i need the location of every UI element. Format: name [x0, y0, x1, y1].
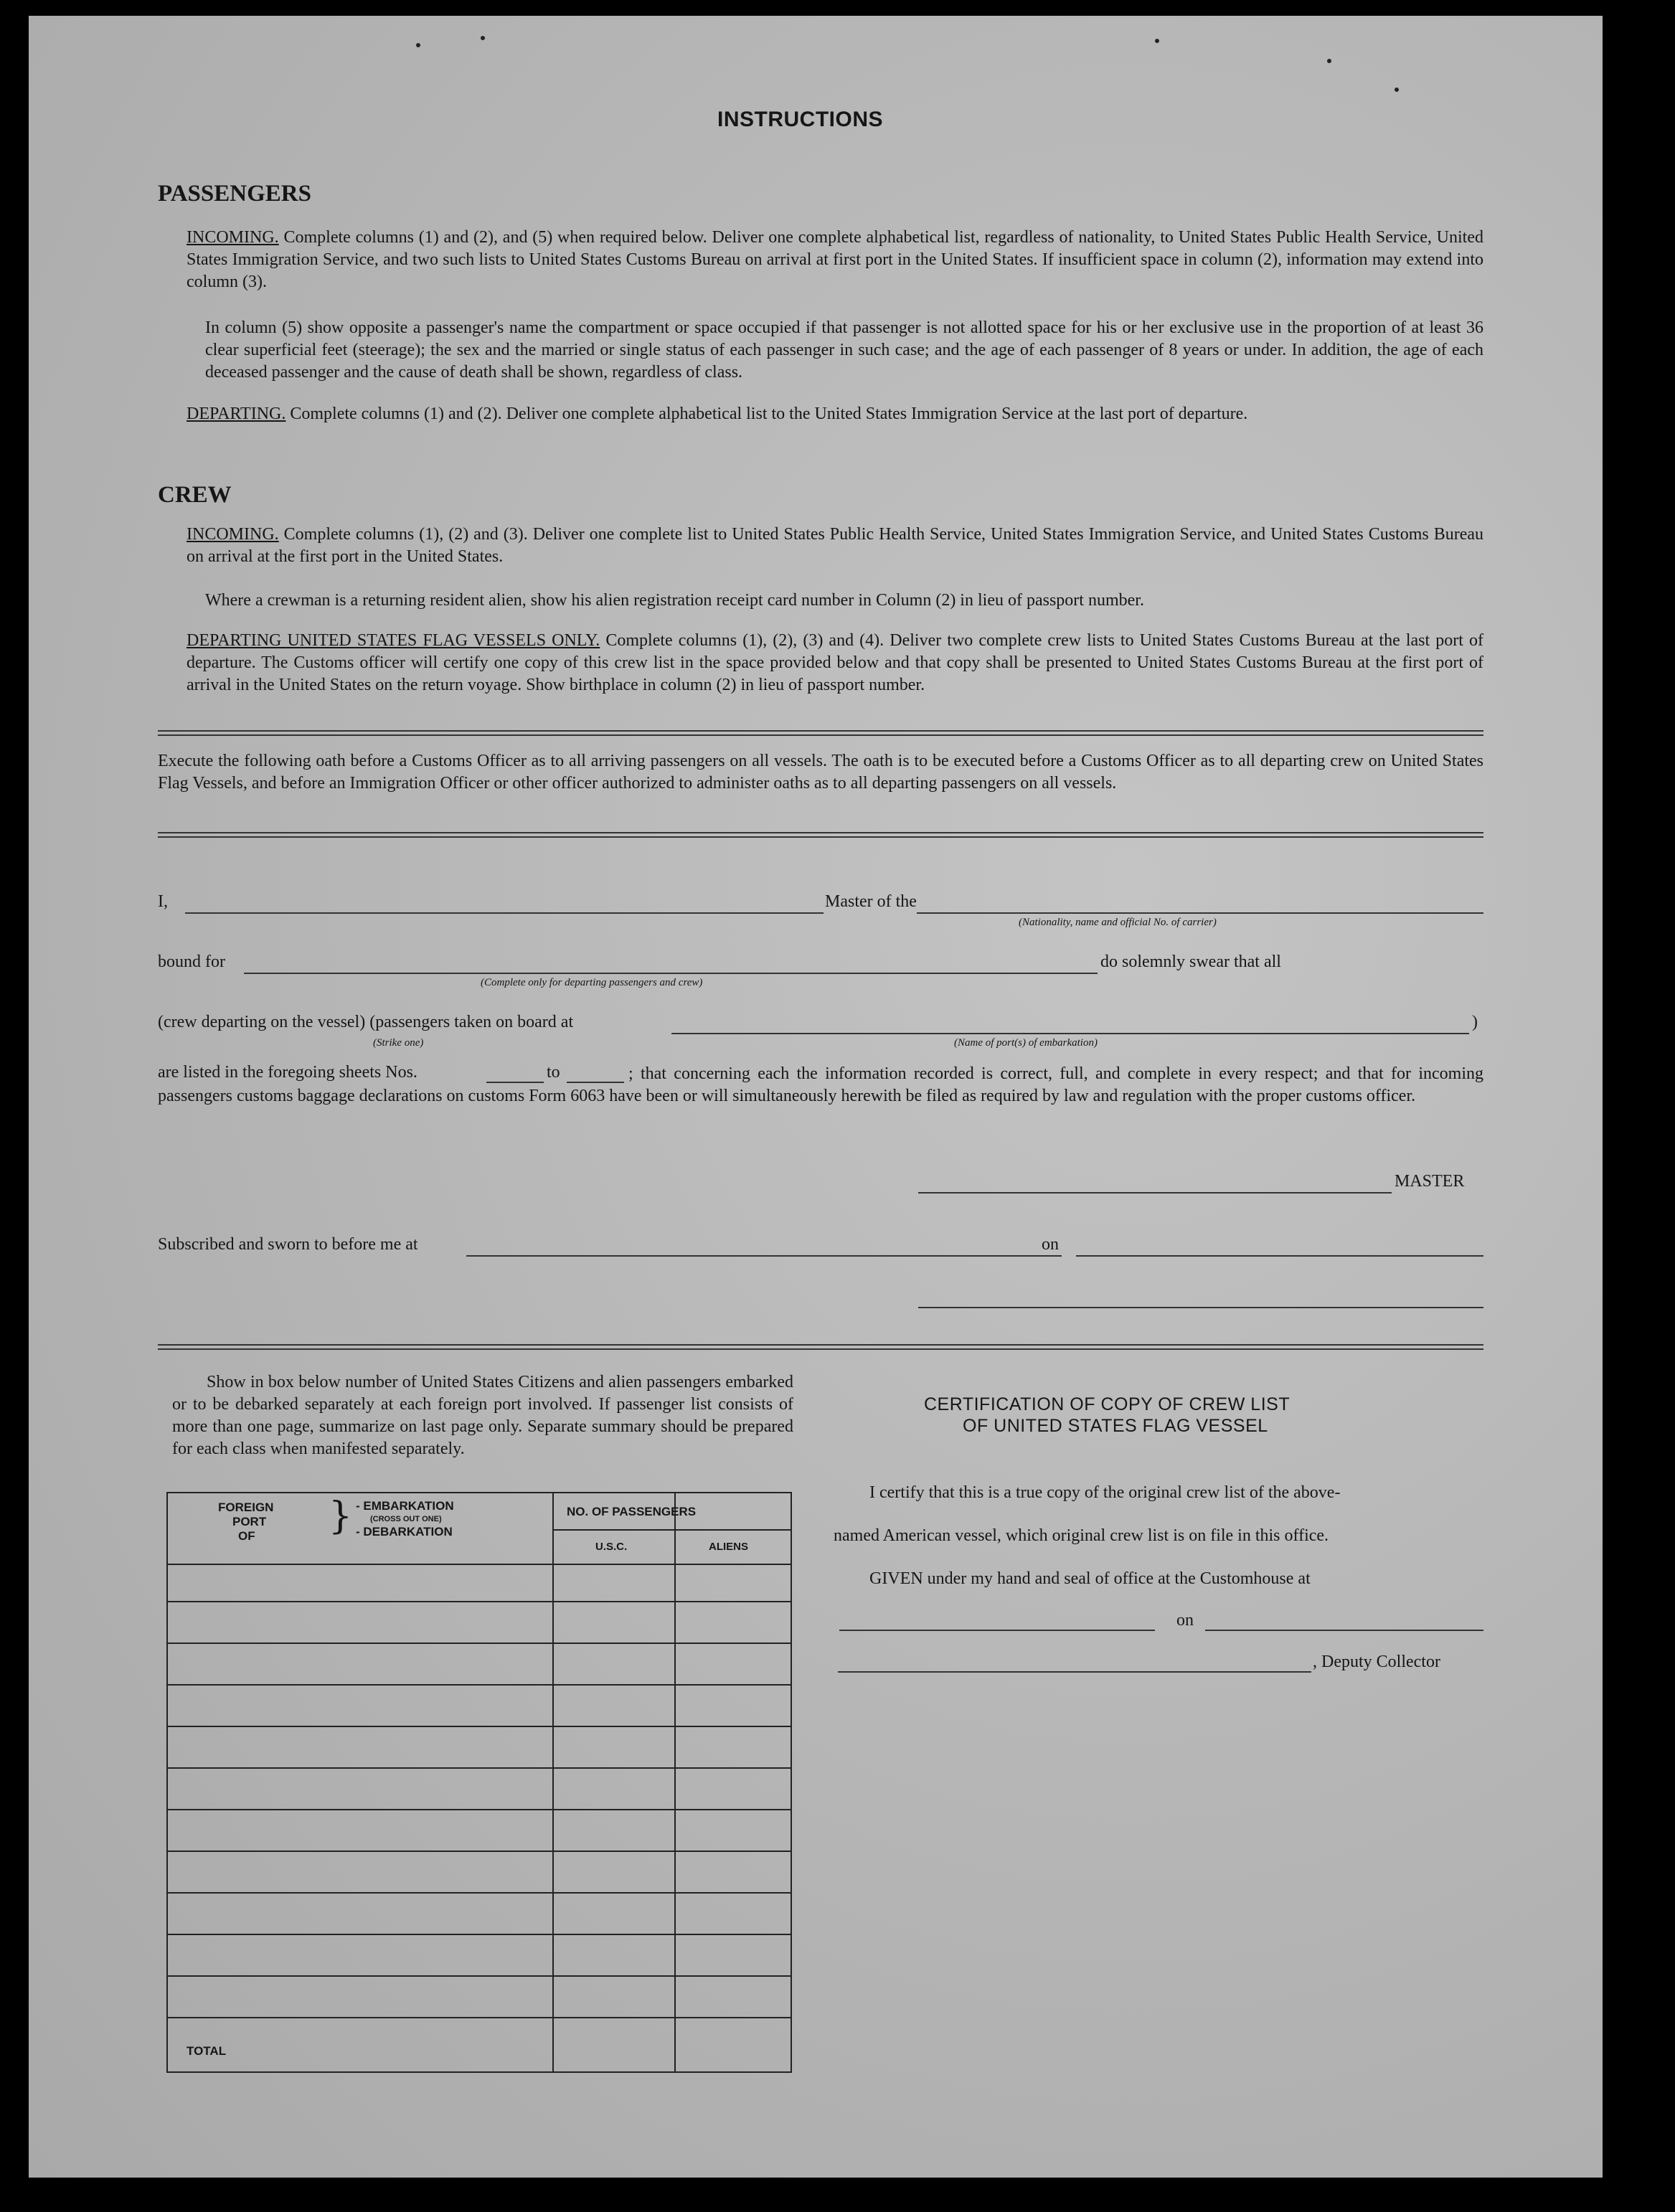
embarkation-port-line[interactable]	[671, 1033, 1469, 1034]
crew-heading: CREW	[158, 482, 232, 508]
passengers-departing-text: Complete columns (1) and (2). Deliver one complete alphabetical list to the United States Immigration Service at the last port of departure.	[286, 405, 1248, 423]
table-row[interactable]	[168, 1975, 791, 1977]
customhouse-line[interactable]	[839, 1630, 1155, 1631]
scan-mark	[1155, 39, 1159, 43]
header-subdivider	[554, 1529, 791, 1531]
crew-departing-text: Complete columns (1), (2), (3) and (4). Deliver two complete crew lists to United States Customs Bureau at the last port of departure. The Customs officer will certify one copy of this crew list in the space provided below and that copy shall be presented to United States Customs Bureau at the first port of arrival in the United States on the return voyage. Show birthplace in column (2) in lieu of passport number.	[187, 631, 1483, 694]
table-row[interactable]	[168, 1767, 791, 1769]
table-row[interactable]	[168, 2017, 791, 2018]
total-label: TOTAL	[187, 2044, 227, 2058]
passenger-summary-table	[166, 1492, 792, 2073]
oath-intro-paragraph: Execute the following oath before a Customs Officer as to all arriving passengers on all vessels. The oath is to be executed before a Customs Officer as to all departing crew on United States Flag Vessels, and before an Immigration Officer or other officer authorized to administer oaths as to all departing passengers on all vessels.	[158, 752, 1483, 793]
table-row[interactable]	[168, 1684, 791, 1686]
table-row[interactable]	[168, 1726, 791, 1727]
usc-header: U.S.C.	[595, 1541, 628, 1553]
header-divider	[168, 1564, 791, 1565]
certification-title-1: CERTIFICATION OF COPY OF CREW LIST	[924, 1394, 1291, 1414]
scan-mark	[416, 43, 420, 47]
port-caption: (Name of port(s) of embarkation)	[954, 1037, 1098, 1049]
port-column	[168, 1493, 554, 2071]
oath-i-label: I,	[158, 892, 168, 911]
given-on-label: on	[1176, 1611, 1194, 1630]
crew-incoming-lead: INCOMING.	[187, 525, 279, 544]
deputy-signature-line[interactable]	[838, 1671, 1311, 1673]
document-page	[29, 16, 1603, 2178]
table-row[interactable]	[168, 1601, 791, 1602]
subscribed-date-line[interactable]	[1076, 1255, 1483, 1257]
passengers-incoming-text: Complete columns (1) and (2), and (5) when required below. Deliver one complete alphabetical list, regardless of nationality, to United States Public Health Service, United States Immigration Service, and two such lists to United States Customs Bureau on arrival at first port in the United States. If insufficient space in column (2), information may extend into column (3).	[187, 228, 1483, 291]
passengers-departing-paragraph	[187, 403, 1483, 425]
port-header: PORT	[232, 1515, 267, 1528]
embarkation-header[interactable]: - EMBARKATION	[356, 1499, 454, 1513]
carrier-line[interactable]	[917, 912, 1483, 914]
subscribed-on-label: on	[1042, 1235, 1059, 1254]
page-title: INSTRUCTIONS	[717, 108, 883, 131]
brace-icon: }	[329, 1495, 353, 1538]
subscribed-place-line[interactable]	[466, 1255, 1062, 1257]
passengers-column5-paragraph: In column (5) show opposite a passenger's name the compartment or space occupied if that passenger is not allotted space for his or her exclusive use in the proportion of at least 36 clear superficial feet (steerage); the sex and the married or single status of each passenger in such case; and the age of each passenger of 8 years or under. In addition, the age of each deceased passenger and the cause of death shall be shown, regardless of class.	[205, 318, 1483, 382]
certify-line-1: I certify that this is a true copy of the original crew list of the above-	[869, 1483, 1341, 1502]
table-row[interactable]	[168, 1809, 791, 1810]
passengers-departing-lead: DEPARTING.	[187, 405, 286, 423]
carrier-caption: (Nationality, name and official No. of carrier)	[1019, 917, 1217, 928]
master-label: MASTER	[1395, 1172, 1465, 1191]
officer-signature-line[interactable]	[918, 1307, 1483, 1308]
cross-out-one-header: (CROSS OUT ONE)	[370, 1515, 442, 1523]
table-row[interactable]	[168, 1851, 791, 1852]
crew-incoming-paragraph	[187, 524, 1483, 568]
passengers-heading: PASSENGERS	[158, 181, 311, 207]
passengers-incoming-paragraph	[187, 227, 1483, 293]
solemnly-swear-text: do solemnly swear that all	[1100, 953, 1281, 971]
table-row[interactable]	[168, 1892, 791, 1894]
given-date-line[interactable]	[1205, 1630, 1483, 1631]
divider-double	[158, 1344, 1483, 1350]
summary-paragraph: Show in box below number of United States Citizens and alien passengers embarked or to be debarked separately at each foreign port involved. If passenger list consists of more than one page, summarize on last page only. Separate summary should be prepared for each class when manifested separately.	[172, 1373, 793, 1458]
passengers-incoming-lead: INCOMING.	[187, 228, 279, 247]
strike-one-caption: (Strike one)	[373, 1037, 424, 1049]
scan-mark	[481, 36, 485, 40]
crew-departing-paragraph	[187, 630, 1483, 696]
close-paren: )	[1472, 1013, 1478, 1031]
subscribed-text: Subscribed and sworn to before me at	[158, 1235, 418, 1254]
certify-line-2: named American vessel, which original crew list is on file in this office.	[834, 1526, 1329, 1545]
master-signature-line[interactable]	[918, 1192, 1392, 1194]
no-of-passengers-header: NO. OF PASSENGERS	[567, 1505, 697, 1518]
listed-sheets-text: are listed in the foregoing sheets Nos.	[158, 1063, 417, 1082]
master-of-the-label: Master of the	[825, 892, 917, 911]
bound-for-caption: (Complete only for departing passengers and crew)	[481, 977, 703, 988]
divider-double	[158, 832, 1483, 838]
debarkation-header[interactable]: - DEBARKATION	[356, 1525, 453, 1539]
bound-for-label: bound for	[158, 953, 225, 971]
crew-departing-lead: DEPARTING UNITED STATES FLAG VESSELS ONLY.	[187, 631, 600, 650]
usc-column	[554, 1493, 676, 2071]
listed-sheets-continuation: ; that concerning each the information recorded is correct, full, and complete in every respect; and that for incoming passengers customs baggage declarations on customs Form 6063 have been or will simultaneously herewith be filed as required by law and regulation with the proper customs officer.	[158, 1064, 1483, 1105]
table-row[interactable]	[168, 1643, 791, 1644]
foreign-header: FOREIGN	[218, 1500, 274, 1514]
aliens-header: ALIENS	[709, 1541, 749, 1553]
crew-passengers-text: (crew departing on the vessel) (passengers taken on board at	[158, 1013, 574, 1031]
crew-incoming-text: Complete columns (1), (2) and (3). Deliver one complete list to United States Public Health Service, United States Immigration Service, and United States Customs Bureau on arrival at the first port in the United States.	[187, 525, 1483, 566]
certification-title-2: OF UNITED STATES FLAG VESSEL	[963, 1416, 1268, 1436]
given-text: GIVEN under my hand and seal of office at the Customhouse at	[869, 1569, 1311, 1588]
crew-resident-paragraph: Where a crewman is a returning resident alien, show his alien registration receipt card number in Column (2) in lieu of passport number.	[205, 591, 1144, 610]
bound-for-line[interactable]	[244, 973, 1098, 974]
scan-mark	[1327, 59, 1331, 63]
table-row[interactable]	[168, 1934, 791, 1935]
of-header: OF	[238, 1529, 255, 1543]
scan-mark	[1395, 88, 1399, 92]
to-label: to	[547, 1063, 560, 1082]
deputy-collector-label: , Deputy Collector	[1313, 1653, 1440, 1671]
master-name-line[interactable]	[185, 912, 824, 914]
divider-double	[158, 730, 1483, 736]
